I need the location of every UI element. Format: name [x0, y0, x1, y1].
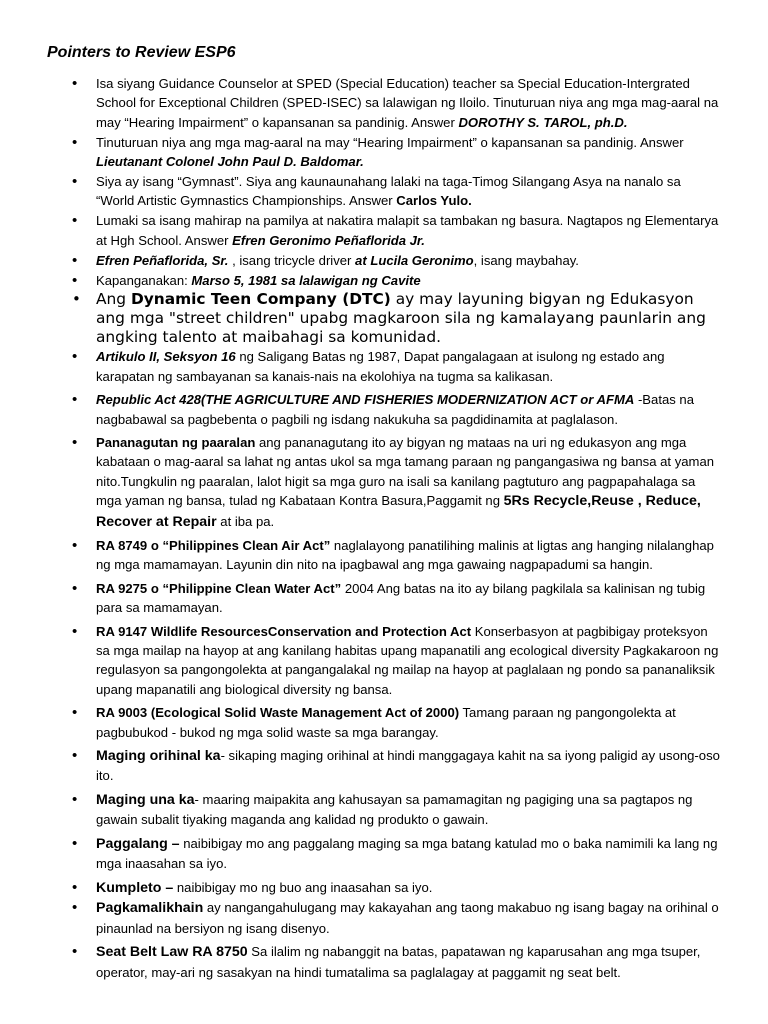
list-item: • Kapanganakan: Marso 5, 1981 sa lalawigan ng Cavite	[0, 271, 768, 290]
list-item: • Efren Peñaflorida, Sr. , isang tricycle driver at Lucila Geronimo, isang maybahay.	[0, 251, 768, 270]
list-item: • Seat Belt Law RA 8750 Sa ilalim ng nabanggit na batas, papatawan ng kaparusahan ang mga tsuper, operator, may-ari ng sasakyan na hindi tumatalima sa paglalagay at paggamit ng seat belt.	[0, 942, 768, 982]
list-item: • Ang Dynamic Teen Company (DTC) ay may layuning bigyan ng Edukasyon ang mga "street children" upabg magkaroon sila ng kamalayang paunlarin ang angking talento at maibahagi sa komunidad.	[0, 290, 768, 346]
list-item: • Tinuturuan niya ang mga mag-aaral na may “Hearing Impairment” o kapansanan sa pandinig. Answer Lieutanant Colonel John Paul D. Baldomar.	[0, 133, 768, 172]
list-item: • Paggalang – naibibigay mo ang paggalang maging sa mga batang katulad mo o baka namimili ka lang ng mga inaasahan sa iyo.	[0, 834, 768, 874]
list-item: • Maging orihinal ka- sikaping maging orihinal at hindi manggagaya kahit na sa iyong paligid ay usong-oso ito.	[0, 746, 768, 786]
list-item: • Pananagutan ng paaralan ang pananagutang ito ay bigyan ng mataas na uri ng edukasyon ang mga kabataan o mag-aaral sa lahat ng antas ukol sa mga tamang paraan ng pangangasiwa ng bansa at yaman nito.Tungkulin ng paaralan, lalot higit sa mga guro na isali sa kanilang pagtuturo ang pagpapahalaga sa mga yaman ng bansa, tulad ng Kabataan Kontra Basura,Paggamit ng 5Rs Recycle,Reuse , Reduce, Recover at Repair at iba pa.	[0, 433, 768, 532]
list-item: • Republic Act 428(THE AGRICULTURE AND FISHERIES MODERNIZATION ACT or AFMA -Batas na nagbabawal sa pagbebenta o pagbili ng isdang nakukuha sa pagdidinamita at paglalason.	[0, 390, 768, 429]
list-item: • Kumpleto – naibibigay mo ng buo ang inaasahan sa iyo.	[0, 878, 768, 898]
page-title: Pointers to Review ESP6	[47, 44, 236, 61]
list-item: • RA 9275 o “Philippine Clean Water Act” 2004 Ang batas na ito ay bilang pagkilala sa kalinisan ng tubig para sa mamamayan.	[0, 579, 768, 618]
list-item: • Pagkamalikhain ay nangangahulugang may kakayahan ang taong makabuo ng isang bagay na orihinal o pinaunlad na bersiyon ng isang disenyo.	[0, 898, 768, 938]
list-item: • Lumaki sa isang mahirap na pamilya at nakatira malapit sa tambakan ng basura. Nagtapos ng Elementarya at Hgh School. Answer Efren Geronimo Peñaflorida Jr.	[0, 211, 768, 250]
list-item: • RA 9003 (Ecological Solid Waste Management Act of 2000) Tamang paraan ng pangongolekta at pagbubukod - bukod ng mga solid waste sa mga barangay.	[0, 703, 768, 742]
list-item: • RA 9147 Wildlife ResourcesConservation and Protection Act Konserbasyon at pagbibigay proteksyon sa mga mailap na hayop at ang kanilang habitas upang mapanatili ang ecological diversity Pagkakaroon ng regulasyon sa pangongolekta at pangangalakal ng mailap na hayop at paglalaan ng pondo sa pananaliksik upang mapanatili ang biological diversity ng bansa.	[0, 622, 768, 700]
list-item: • Artikulo II, Seksyon 16 ng Saligang Batas ng 1987, Dapat pangalagaan at isulong ng estado ang karapatan ng sambayanan sa kanais-nais na ekolohiya na tugma sa kalikasan.	[0, 347, 768, 386]
list-item: • RA 8749 o “Philippines Clean Air Act” naglalayong panatilihing malinis at ligtas ang hanging nilalanghap ng mga mamamayan. Layunin din nito na ipagbawal ang mga gawaing nagpapadumi sa hangin.	[0, 536, 768, 575]
list-item: • Isa siyang Guidance Counselor at SPED (Special Education) teacher sa Special Education-Intergrated School for Exceptional Children (SPED-ISEC) sa lalawigan ng Iloilo. Tinuturuan niya ang mga mag-aaral na may “Hearing Impairment” o kapansanan sa pandinig. Answer DOROTHY S. TAROL, ph.D.	[0, 74, 768, 132]
list-item: • Maging una ka- maaring maipakita ang kahusayan sa pamamagitan ng pagiging una sa pagtapos ng gawain subalit tiyaking maganda ang kalidad ng produkto o gawain.	[0, 790, 768, 830]
list-item: • Siya ay isang “Gymnast”. Siya ang kaunaunahang lalaki na taga-Timog Silangang Asya na nanalo sa “World Artistic Gymnastics Championships. Answer Carlos Yulo.	[0, 172, 768, 211]
pointer-list	[0, 74, 768, 983]
